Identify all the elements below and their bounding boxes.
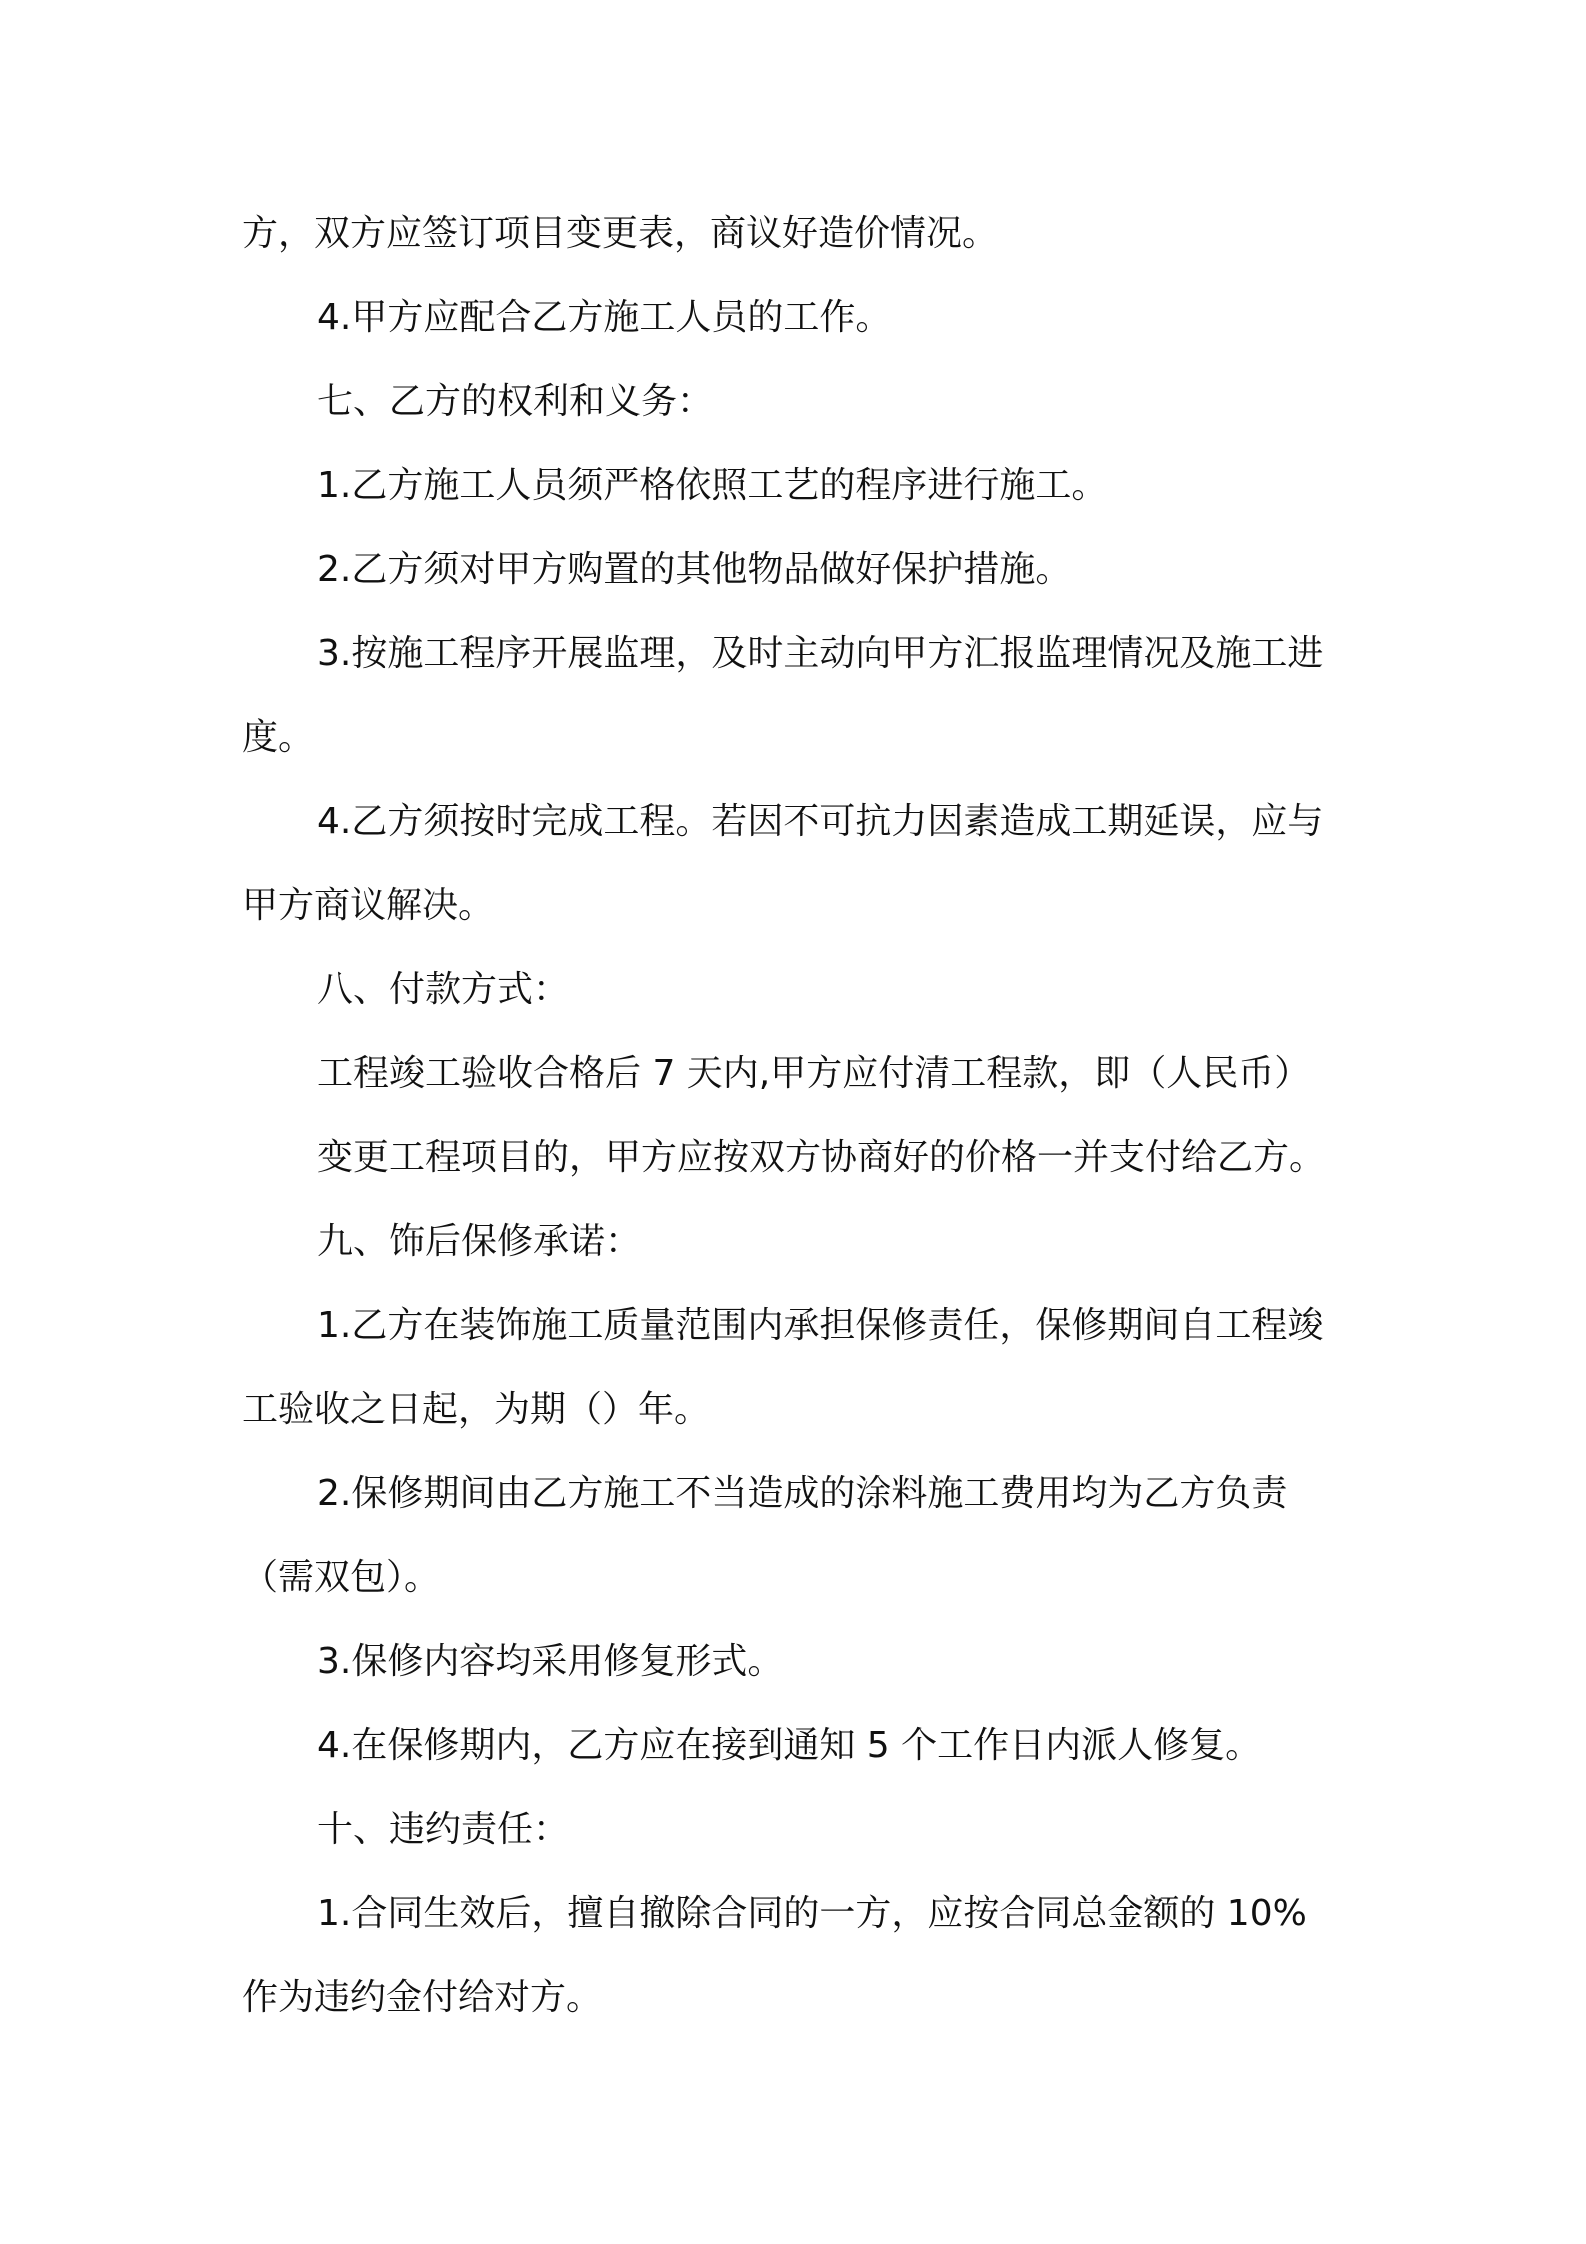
paragraph-line: 4.甲方应配合乙方施工人员的工作。 — [317, 297, 892, 338]
paragraph-line: 甲方商议解决。 — [242, 885, 495, 926]
section-heading: 八、付款方式： — [317, 969, 570, 1010]
paragraph-line: 1.合同生效后，擅自撤除合同的一方，应按合同总金额的 10% — [317, 1893, 1307, 1934]
section-heading: 十、违约责任： — [317, 1809, 570, 1850]
paragraph-line: 作为违约金付给对方。 — [242, 1977, 603, 2018]
paragraph-line: 1.乙方施工人员须严格依照工艺的程序进行施工。 — [317, 465, 1108, 506]
paragraph-line: 3.保修内容均采用修复形式。 — [317, 1641, 784, 1682]
paragraph-line: 3.按施工程序开展监理，及时主动向甲方汇报监理情况及施工进 — [317, 633, 1324, 674]
paragraph-line: 2.保修期间由乙方施工不当造成的涂料施工费用均为乙方负责 — [317, 1473, 1288, 1514]
paragraph-line: 方，双方应签订项目变更表，商议好造价情况。 — [242, 213, 999, 254]
document-body — [242, 192, 1362, 2040]
paragraph-line: 变更工程项目的，甲方应按双方协商好的价格一并支付给乙方。 — [317, 1137, 1326, 1178]
paragraph-line: 1.乙方在装饰施工质量范围内承担保修责任，保修期间自工程竣 — [317, 1305, 1324, 1346]
paragraph-line: 工验收之日起，为期（）年。 — [242, 1389, 711, 1430]
paragraph-line: 工程竣工验收合格后 7 天内,甲方应付清工程款，即（人民币） — [317, 1053, 1311, 1094]
paragraph-line: 2.乙方须对甲方购置的其他物品做好保护措施。 — [317, 549, 1072, 590]
paragraph-line: 度。 — [242, 717, 315, 758]
section-heading: 九、饰后保修承诺： — [317, 1221, 642, 1262]
paragraph-line: 4.乙方须按时完成工程。若因不可抗力因素造成工期延误，应与 — [317, 801, 1324, 842]
paragraph-line: （需双包）。 — [242, 1557, 441, 1598]
section-heading: 七、乙方的权利和义务： — [317, 381, 714, 422]
paragraph-line: 4.在保修期内，乙方应在接到通知 5 个工作日内派人修复。 — [317, 1725, 1262, 1766]
